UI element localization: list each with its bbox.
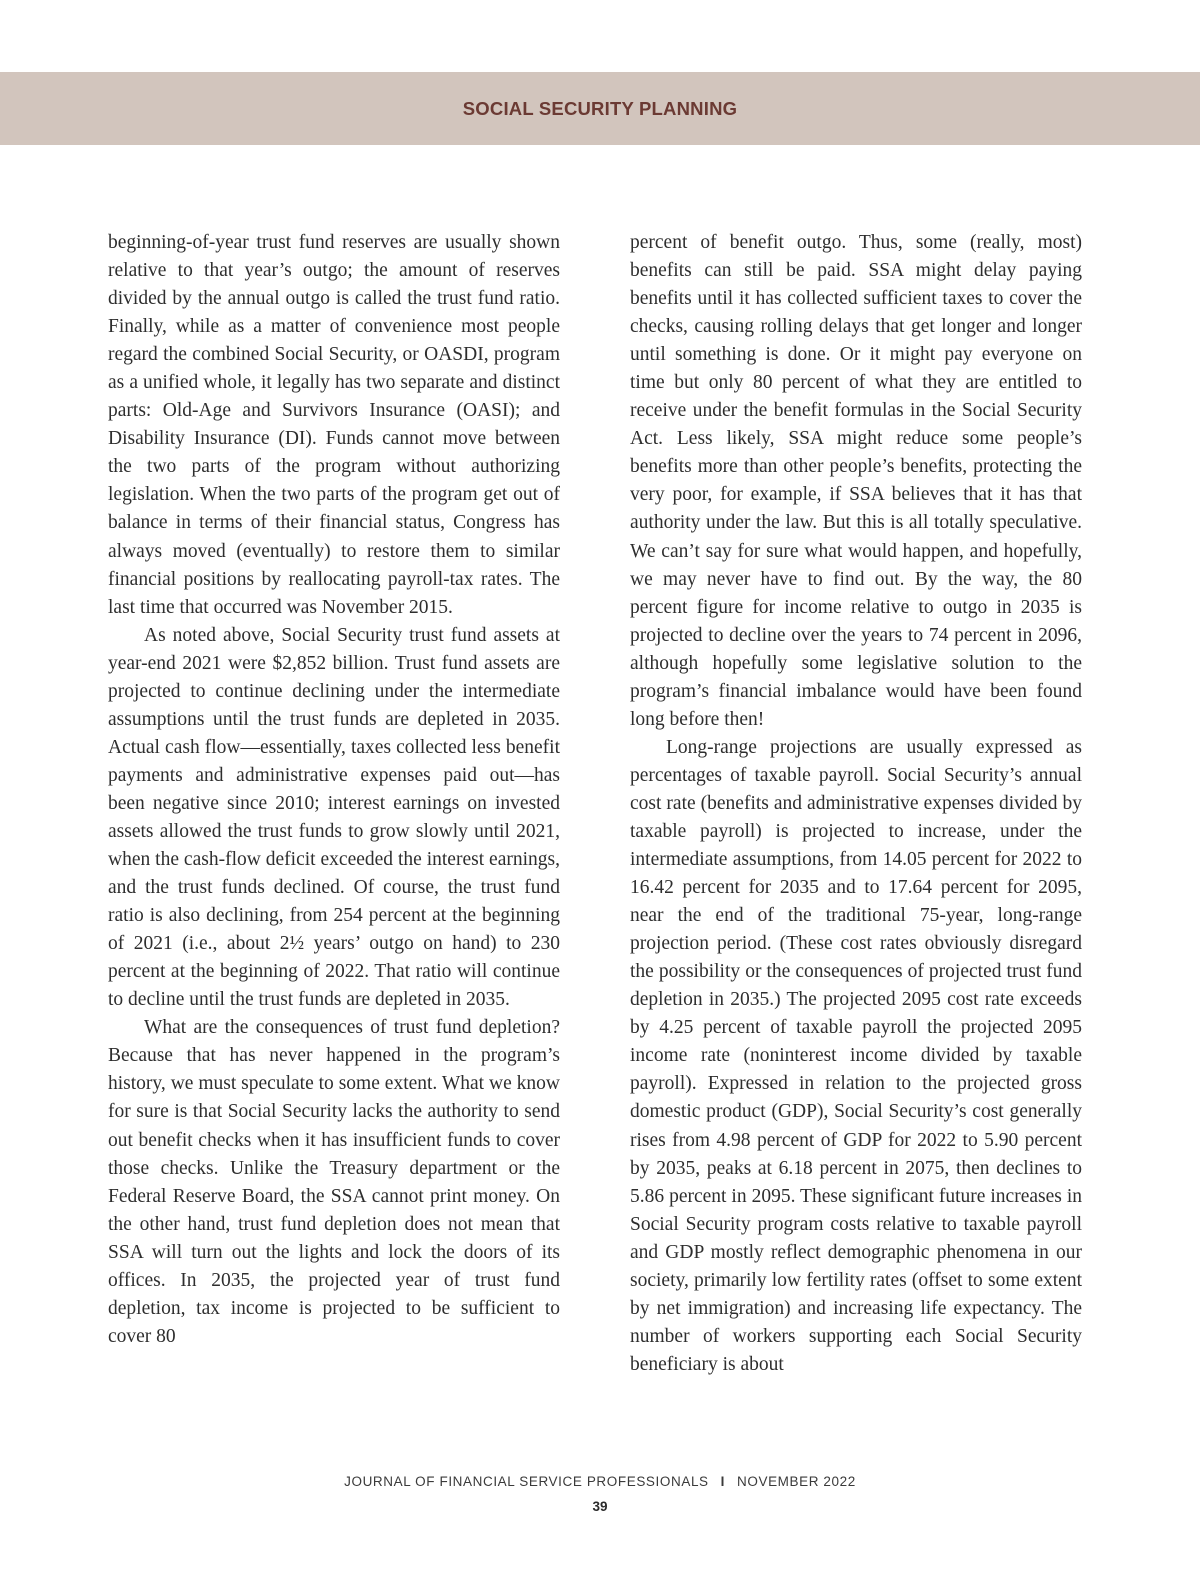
footer-journal-line — [0, 1474, 1200, 1489]
paragraph: What are the consequences of trust fund depletion? Because that has never happened in the program’s history, we must speculate to some extent. What we know for sure is that Social Security lacks the authority to send out benefit checks when it has insufficient funds to cover those checks. Unlike the Treasury department or the Federal Reserve Board, the SSA cannot print money. On the other hand, trust fund depletion does not mean that SSA will turn out the lights and lock the doors of its offices. In 2035, the projected year of trust fund depletion, tax income is projected to be sufficient to cover 80 — [108, 1017, 560, 1347]
paragraph: percent of benefit outgo. Thus, some (really, most) benefits can still be paid. SSA might delay paying benefits until it has collected sufficient taxes to cover the checks, causing rolling delays that get longer and longer until something is done. Or it might pay everyone on time but only 80 percent of what they are entitled to receive under the benefit formulas in the Social Security Act. Less likely, SSA might reduce some people’s benefits more than other people’s benefits, protecting the very poor, for example, if SSA believes that it has that authority under the law. But this is all totally speculative. We can’t say for sure what would happen, and hopefully, we may never have to find out. By the way, the 80 percent figure for income relative to outgo in 2035 is projected to decline over the years to 74 percent in 2096, although hopefully some legislative solution to the program’s financial imbalance would have been found long before then! — [630, 232, 1082, 730]
left-column — [108, 229, 560, 1351]
paragraph: beginning-of-year trust fund reserves are usually shown relative to that year’s outgo; the amount of reserves divided by the annual outgo is called the trust fund ratio. Finally, while as a matter of convenience most people regard the combined Social Security, or OASDI, program as a unified whole, it legally has two separate and distinct parts: Old-Age and Survivors Insurance (OASI); and Disability Insurance (DI). Funds cannot move between the two parts of the program without authorizing legislation. When the two parts of the program get out of balance in terms of their financial status, Congress has always moved (eventually) to restore them to similar financial positions by reallocating payroll-tax rates. The last time that occurred was November 2015. — [108, 232, 560, 618]
section-header-band — [0, 72, 1200, 145]
footer-separator: I — [720, 1474, 726, 1489]
paragraph: Long-range projections are usually expressed as percentages of taxable payroll. Social Security’s annual cost rate (benefits and administrative expenses divided by taxable payroll) is projected to increase, under the intermediate assumptions, from 14.05 percent for 2022 to 16.42 percent for 2035 and to 17.64 percent for 2095, near the end of the traditional 75-year, long-range projection period. (These cost rates obviously disregard the possibility or the consequences of projected trust fund depletion in 2035.) The projected 2095 cost rate exceeds by 4.25 percent of taxable payroll the projected 2095 income rate (noninterest income divided by taxable payroll). Expressed in relation to the projected gross domestic product (GDP), Social Security’s cost generally rises from 4.98 percent of GDP for 2022 to 5.90 percent by 2035, peaks at 6.18 percent in 2075, then declines to 5.86 percent in 2095. These significant future increases in Social Security program costs relative to taxable payroll and GDP mostly reflect demographic phenomena in our society, primarily low fertility rates (offset to some extent by net immigration) and increasing life expectancy. The number of workers supporting each Social Security beneficiary is about — [630, 736, 1082, 1375]
journal-name: JOURNAL OF FINANCIAL SERVICE PROFESSIONALS — [344, 1474, 709, 1489]
paragraph: As noted above, Social Security trust fund assets at year-end 2021 were $2,852 billion. Trust fund assets are projected to continue declining under the intermediate assumptions until the trust funds are depleted in 2035. Actual cash flow—essentially, taxes collected less benefit payments and administrative expenses paid out—has been negative since 2010; interest earnings on invested assets allowed the trust funds to grow slowly until 2021, when the cash-flow deficit exceeded the interest earnings, and the trust funds declined. Of course, the trust fund ratio is also declining, from 254 percent at the beginning of 2021 (i.e., about 2½ years’ outgo on hand) to 230 percent at the beginning of 2022. That ratio will continue to decline until the trust funds are depleted in 2035. — [108, 624, 560, 1011]
section-title: SOCIAL SECURITY PLANNING — [462, 97, 738, 119]
issue-date: NOVEMBER 2022 — [737, 1474, 856, 1489]
page-number: 39 — [592, 1499, 608, 1514]
right-column — [630, 229, 1082, 1379]
